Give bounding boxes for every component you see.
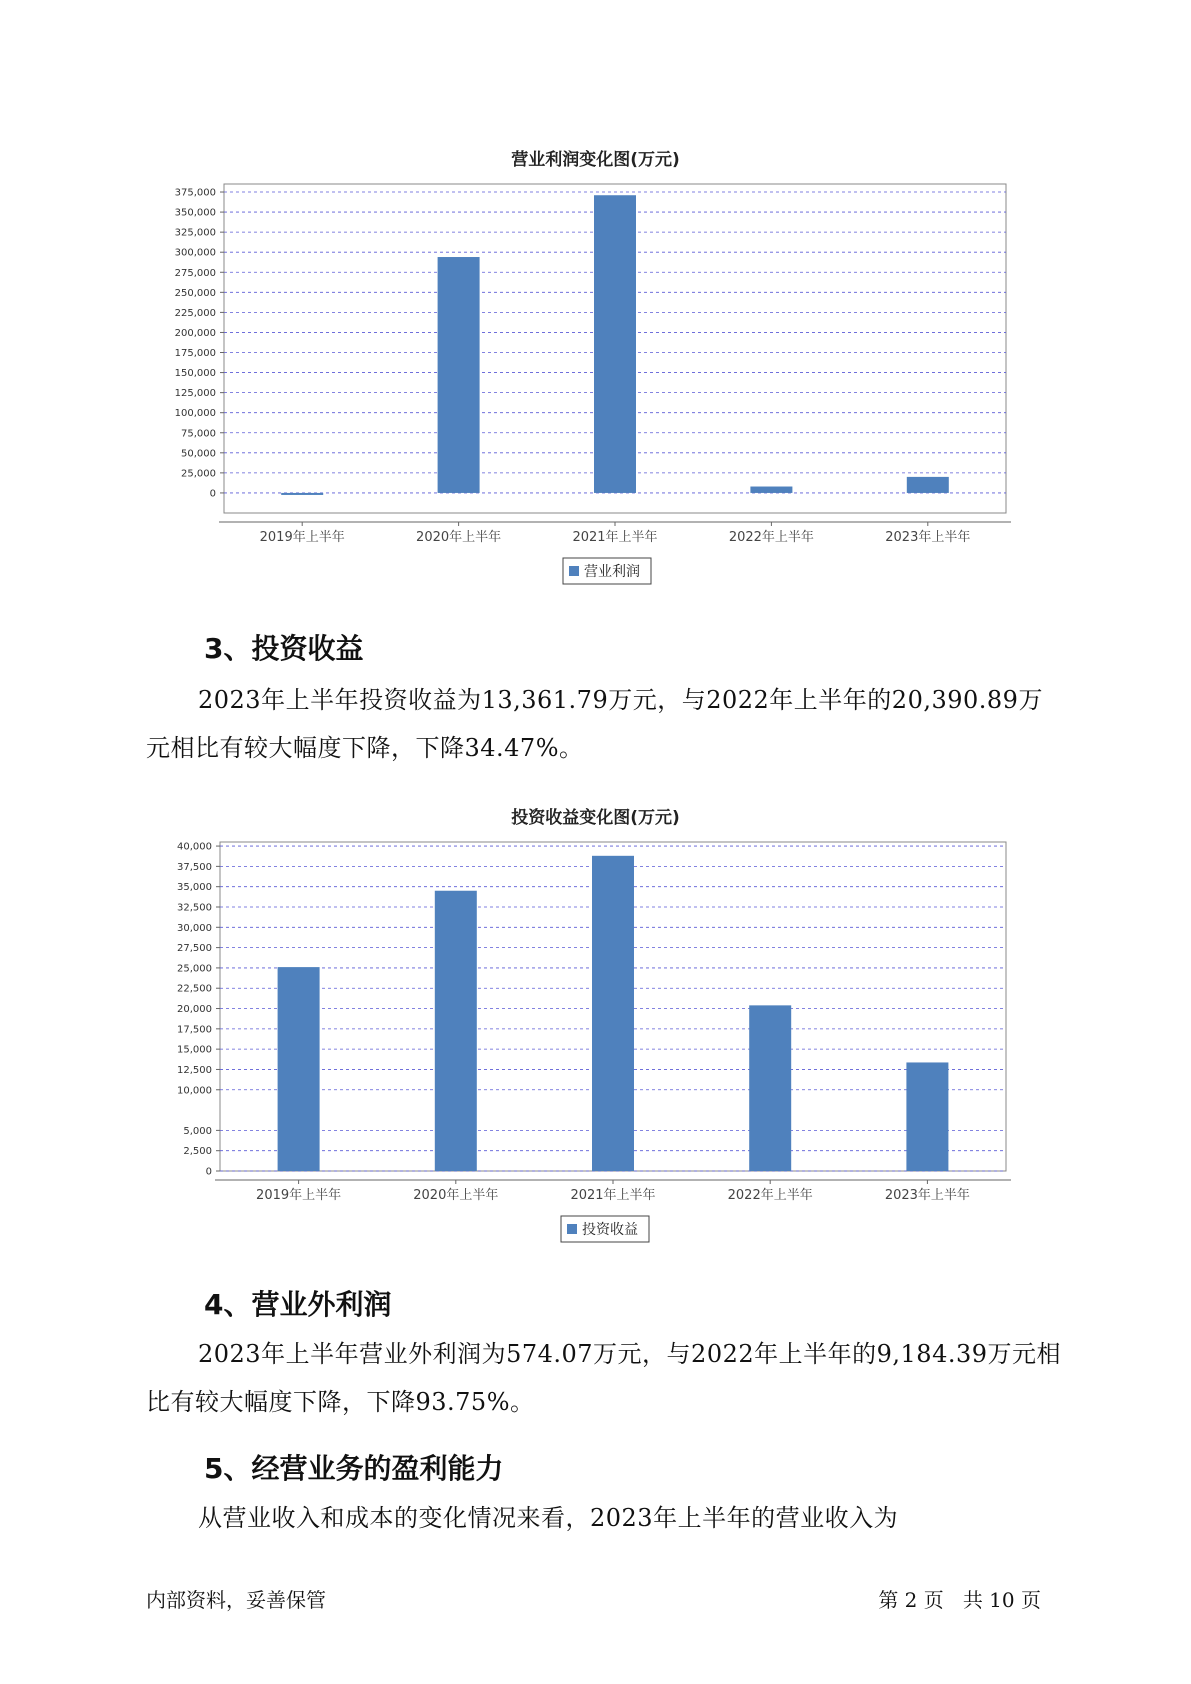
y-tick-label: 10,000: [177, 1085, 212, 1097]
y-tick-label: 22,500: [177, 983, 212, 995]
bar-2023年上半年: [906, 1062, 948, 1171]
y-tick-label: 40,000: [177, 841, 212, 853]
x-tick-label: 2020年上半年: [416, 530, 502, 545]
bar-2021年上半年: [592, 856, 634, 1171]
x-tick-label: 2019年上半年: [256, 1188, 342, 1203]
x-tick-label: 2019年上半年: [259, 530, 345, 545]
y-tick-label: 150,000: [174, 368, 216, 380]
y-tick-label: 50,000: [181, 448, 216, 460]
y-tick-label: 32,500: [177, 902, 212, 914]
x-tick-label: 2022年上半年: [728, 530, 814, 545]
y-tick-label: 250,000: [174, 287, 216, 299]
y-tick-label: 37,500: [177, 861, 212, 873]
chart-legend: [561, 1216, 649, 1242]
y-tick-label: 5,000: [183, 1125, 212, 1137]
section-paragraph-non-operating-profit: 2023年上半年营业外利润为574.07万元，与2022年上半年的9,184.39万元相比有较大幅度下降，下降93.75%。: [146, 1340, 1062, 1416]
y-tick-label: 275,000: [174, 267, 216, 279]
y-tick-label: 100,000: [174, 408, 216, 420]
footer-page-number: 第 2 页 共 10 页: [878, 1588, 1041, 1612]
footer-confidential-note: 内部资料，妥善保管: [146, 1588, 326, 1612]
legend-label: 营业利润: [584, 564, 640, 580]
y-tick-label: 125,000: [174, 388, 216, 400]
chart1-title: 营业利润变化图(万元): [511, 150, 680, 170]
section-heading-non-operating-profit: 4、营业外利润: [204, 1288, 392, 1321]
y-tick-label: 0: [209, 488, 216, 500]
y-tick-label: 17,500: [177, 1024, 212, 1036]
y-tick-label: 25,000: [181, 468, 216, 480]
y-tick-label: 175,000: [174, 348, 216, 360]
y-tick-label: 27,500: [177, 943, 212, 955]
chart1-operating-profit: [0, 170, 1191, 590]
bar-2019年上半年: [278, 967, 320, 1171]
bar-2019年上半年: [281, 493, 323, 495]
x-tick-label: 2020年上半年: [413, 1188, 499, 1203]
y-tick-label: 375,000: [174, 187, 216, 199]
y-tick-label: 12,500: [177, 1064, 212, 1076]
section-paragraph-profitability: 从营业收入和成本的变化情况来看，2023年上半年的营业收入为: [198, 1504, 899, 1532]
x-tick-label: 2021年上半年: [570, 1188, 656, 1203]
y-tick-label: 200,000: [174, 327, 216, 339]
bar-2023年上半年: [907, 477, 949, 493]
y-tick-label: 350,000: [174, 207, 216, 219]
y-tick-label: 2,500: [183, 1146, 212, 1158]
y-tick-label: 325,000: [174, 227, 216, 239]
bar-2020年上半年: [435, 891, 477, 1171]
y-tick-label: 30,000: [177, 922, 212, 934]
section-heading-profitability: 5、经营业务的盈利能力: [204, 1452, 504, 1485]
bar-2021年上半年: [594, 195, 636, 493]
x-tick-label: 2022年上半年: [727, 1188, 813, 1203]
legend-swatch: [569, 566, 579, 576]
y-tick-label: 35,000: [177, 882, 212, 894]
y-tick-label: 25,000: [177, 963, 212, 975]
x-tick-label: 2023年上半年: [885, 530, 971, 545]
y-tick-label: 20,000: [177, 1004, 212, 1016]
bar-2022年上半年: [750, 487, 792, 493]
legend-label: 投资收益: [582, 1222, 638, 1238]
y-tick-label: 225,000: [174, 307, 216, 319]
y-tick-label: 0: [205, 1166, 212, 1178]
x-tick-label: 2021年上半年: [572, 530, 658, 545]
y-tick-label: 300,000: [174, 247, 216, 259]
bar-2020年上半年: [438, 257, 480, 493]
chart2-investment-income: [0, 828, 1191, 1248]
legend-swatch: [567, 1224, 577, 1234]
chart2-title: 投资收益变化图(万元): [511, 808, 680, 828]
section-heading-investment-income: 3、投资收益: [204, 632, 364, 665]
section-paragraph-investment-income: 2023年上半年投资收益为13,361.79万元，与2022年上半年的20,390.89万元相比有较大幅度下降，下降34.47%。: [146, 686, 1043, 762]
y-tick-label: 15,000: [177, 1044, 212, 1056]
bar-2022年上半年: [749, 1005, 791, 1171]
x-tick-label: 2023年上半年: [884, 1188, 970, 1203]
y-tick-label: 75,000: [181, 428, 216, 440]
chart-legend: [563, 558, 651, 584]
